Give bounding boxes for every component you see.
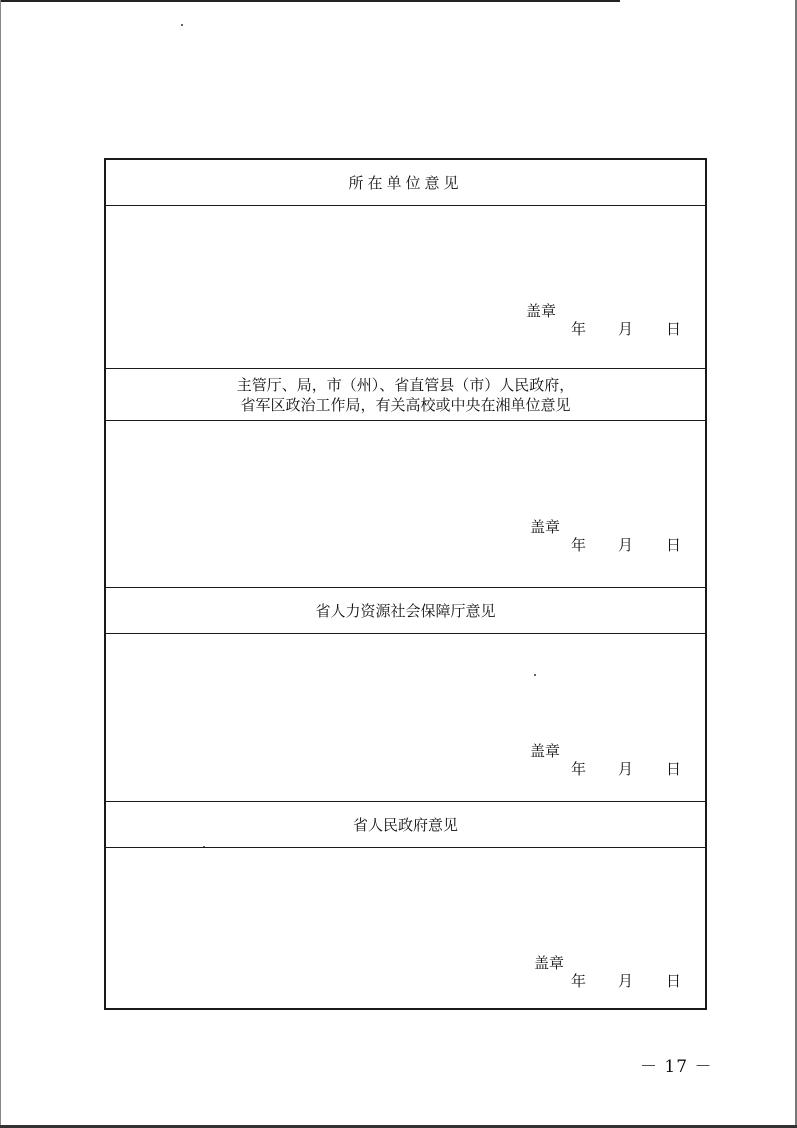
scan-speck: [181, 24, 183, 26]
section-title-line-2: 省军区政治工作局，有关高校或中央在湘单位意见: [240, 395, 571, 414]
opinion-form-table: [104, 158, 707, 1010]
stamp-label: 盖章: [534, 954, 565, 972]
year-label: 年: [571, 760, 587, 778]
stamp-label: 盖章: [526, 302, 557, 320]
day-label: 日: [666, 320, 682, 338]
section-title: 省人民政府意见: [352, 815, 458, 834]
stamp-label: 盖章: [530, 518, 561, 536]
day-label: 日: [666, 536, 682, 554]
year-label: 年: [571, 536, 587, 554]
section-body-department[interactable]: [106, 421, 705, 588]
stamp-label: 盖章: [530, 742, 561, 760]
section-body-hr-department[interactable]: [106, 634, 705, 802]
day-label: 日: [666, 760, 682, 778]
section-header-unit: [106, 160, 705, 206]
section-header-hr-department: [106, 588, 705, 634]
day-label: 日: [666, 972, 682, 990]
month-label: 月: [618, 320, 634, 338]
month-label: 月: [618, 536, 634, 554]
section-body-provincial-government[interactable]: [106, 848, 705, 1008]
section-title: 省人力资源社会保障厅意见: [315, 601, 496, 620]
month-label: 月: [618, 972, 634, 990]
year-label: 年: [571, 320, 587, 338]
section-title: 所在单位意见: [348, 173, 463, 192]
year-label: 年: [571, 972, 587, 990]
month-label: 月: [618, 760, 634, 778]
page-left-edge: [0, 0, 1, 1128]
page-number: － 17 －: [640, 1057, 713, 1077]
section-title-line-1: 主管厅、局，市（州）、省直管县（市）人民政府，: [236, 375, 575, 394]
section-header-provincial-government: [106, 802, 705, 848]
page-top-edge: [0, 0, 620, 2]
section-body-unit[interactable]: [106, 206, 705, 369]
section-header-department: [106, 369, 705, 421]
